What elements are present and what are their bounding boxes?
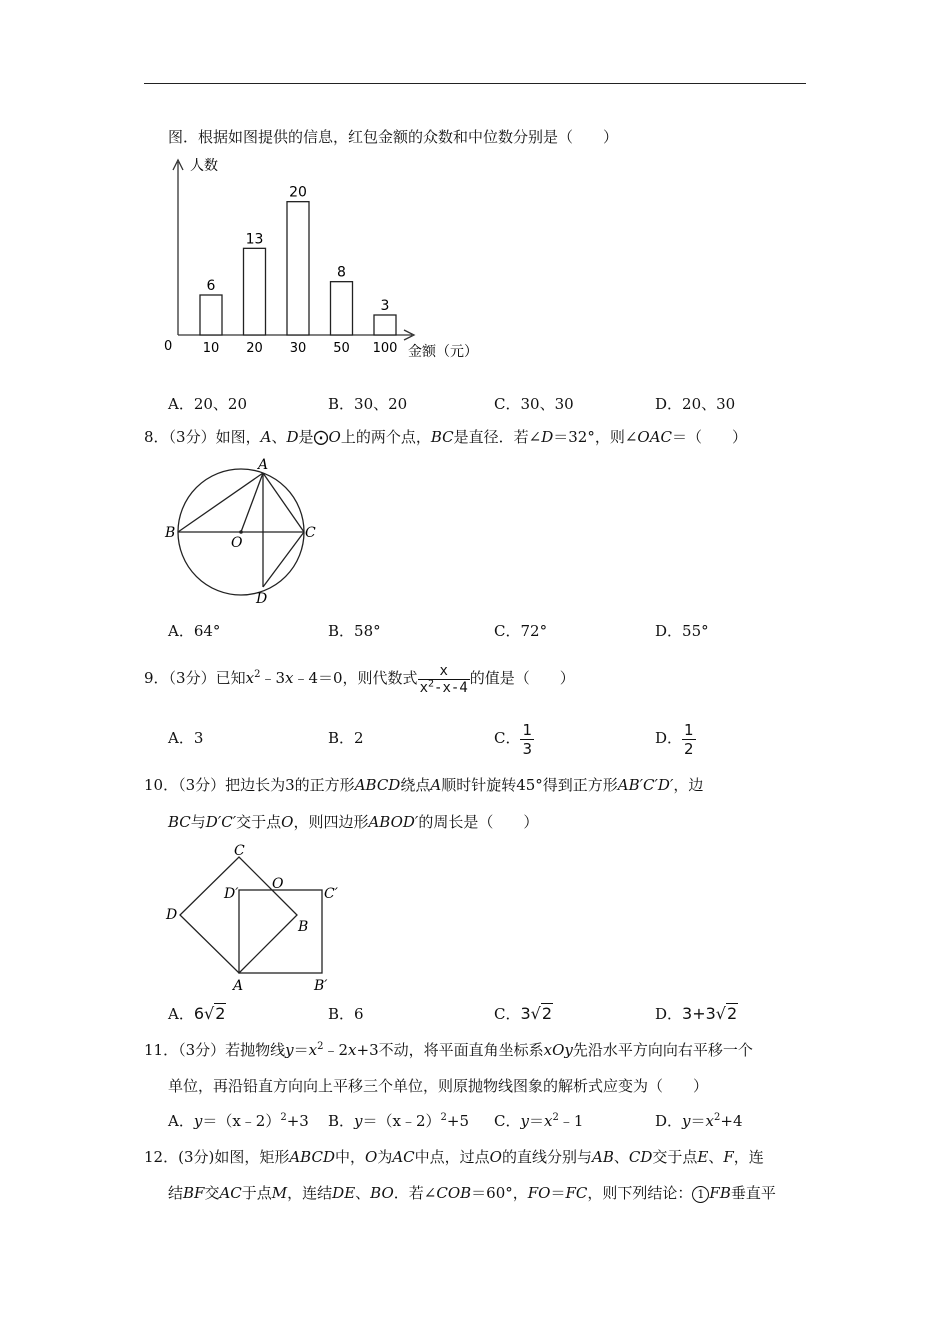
segment-ab (178, 473, 263, 532)
opt-var: y (682, 1112, 691, 1130)
opt-var: y (354, 1112, 363, 1130)
opt-fraction (520, 721, 534, 758)
label-c: C (234, 843, 245, 859)
q10-option-d (655, 1004, 738, 1024)
q9-fraction (418, 663, 470, 696)
q12-line2 (168, 1183, 776, 1203)
q7-option-c: C．30、30 (494, 395, 574, 413)
q9-text: ﹣4＝0，则代数式 (293, 669, 418, 687)
q9-option-b (328, 728, 364, 748)
q11-var: y (285, 1041, 294, 1059)
opt-exp: 2 (440, 1112, 447, 1123)
q12-text: ＝60°， (471, 1184, 528, 1202)
q12-var: AB (591, 1148, 614, 1166)
q12-text: 的直线分别与 (501, 1148, 592, 1166)
q9-exp: 2 (254, 669, 261, 680)
opt-value: 2 (354, 729, 364, 747)
rad-value: 2 (727, 1004, 738, 1023)
q9-frac-den (418, 677, 470, 696)
q10-var: ABOD′ (368, 813, 419, 831)
opt-text: ＝ (690, 1112, 706, 1130)
q12-var: FC (565, 1184, 588, 1202)
q11-option-a (168, 1111, 309, 1131)
x-axis-label: 金额（元） (408, 344, 478, 360)
label-d-prime: D′ (224, 886, 239, 902)
opt-label: B． (328, 729, 355, 747)
q12-text: 交 (204, 1184, 220, 1202)
q9-den-exp: 2 (428, 677, 435, 689)
x-tick-label: 100 (372, 341, 398, 356)
opt-radical: 3√2 (520, 1004, 553, 1023)
q8-score: （3分） (168, 428, 216, 446)
q9-den-x: x (419, 679, 428, 696)
rad-coef: 3+3 (682, 1004, 716, 1023)
q12-var: E (697, 1148, 709, 1166)
bar (287, 202, 309, 335)
q10-var: A (430, 776, 442, 794)
q12-text: (3分)如图，矩形 (178, 1148, 290, 1166)
rad-coef: 6 (193, 1004, 205, 1023)
label-b: B (298, 919, 309, 935)
label-a: A (258, 457, 269, 473)
q8-var: A (260, 428, 272, 446)
q11-option-d (655, 1111, 743, 1131)
q12-text: 、 (708, 1148, 724, 1166)
bar (200, 295, 222, 335)
q9-text: 的值是（ ） (469, 669, 575, 687)
q9-stem (144, 659, 575, 697)
q8-var: D (541, 428, 554, 446)
opt-label: A． (168, 1005, 194, 1023)
opt-text: +3 (286, 1112, 309, 1130)
bar-value-label: 13 (245, 231, 264, 248)
opt-var: y (193, 1112, 203, 1130)
opt-text: +4 (720, 1112, 743, 1130)
q11-text: +3不动，将平面直角坐标系 (356, 1041, 544, 1059)
q9-text: 已知 (215, 669, 246, 687)
q9-den-rest: -x-4 (434, 679, 468, 696)
q12-text: ，连结 (287, 1184, 333, 1202)
q8-var: BC (430, 428, 454, 446)
bar (374, 315, 396, 335)
q11-number: 11． (144, 1041, 179, 1059)
q7-stem: 图．根据如图提供的信息，红包金额的众数和中位数分别是（ ） (168, 128, 619, 146)
q12-text: 于点 (241, 1184, 272, 1202)
x-tick-label: 10 (202, 341, 220, 356)
q10-text: （3分）把边长为3的正方形 (178, 776, 355, 794)
q10-number: 10． (144, 776, 179, 794)
label-d: D (256, 591, 268, 607)
label-b: B (165, 525, 176, 541)
q8-text: ＝（ ） (672, 428, 748, 446)
q10-option-b (328, 1004, 364, 1024)
q10-text: ，边 (673, 776, 704, 794)
q11-exp: 2 (317, 1041, 324, 1052)
q12-var: FB (709, 1184, 731, 1202)
q8-text: 是⨀ (298, 428, 329, 446)
q8-var: O (328, 428, 341, 446)
q9-option-d (655, 716, 696, 760)
opt-label: D． (655, 1005, 683, 1023)
q12-var: CD (628, 1148, 653, 1166)
q11-var: x (308, 1041, 318, 1059)
opt-label: C． (494, 1112, 521, 1130)
opt-exp: 2 (714, 1112, 721, 1123)
q12-var: O (365, 1148, 378, 1166)
q9-var: x (245, 669, 255, 687)
q8-text: 如图， (215, 428, 261, 446)
bar-value-label: 3 (380, 298, 390, 314)
q12-text: 结 (168, 1184, 184, 1202)
q11-option-c (494, 1111, 583, 1131)
q12-var: COB (436, 1184, 472, 1202)
q12-var: BF (183, 1184, 205, 1202)
opt-value: 6 (354, 1005, 364, 1023)
opt-var: y (520, 1112, 529, 1130)
opt-label: C． (494, 729, 521, 747)
q8-number: 8． (144, 428, 169, 446)
q12-var: AC (392, 1148, 415, 1166)
y-axis-label: 人数 (190, 158, 218, 174)
q12-text: ＝ (550, 1184, 566, 1202)
opt-text: ＝（x﹣2） (202, 1112, 281, 1130)
q12-var: O (489, 1148, 502, 1166)
q8-var: OAC (637, 428, 672, 446)
q11-text: ﹣2 (323, 1041, 349, 1059)
q10-var: ABCD (354, 776, 401, 794)
q12-text: 为 (377, 1148, 393, 1166)
opt-exp: 2 (280, 1112, 287, 1123)
q11-text: （3分）若抛物线 (178, 1041, 286, 1059)
q10-text: 交于点 (236, 813, 282, 831)
opt-label: A． (168, 1112, 194, 1130)
q12-text: ．若∠ (393, 1184, 437, 1202)
opt-label: D． (655, 729, 683, 747)
opt-text: ﹣1 (558, 1112, 584, 1130)
q10-option-c (494, 1004, 553, 1024)
q7-option-d: D．20、30 (655, 395, 736, 413)
q10-text: 的周长是（ ） (418, 813, 539, 831)
q12-text: 中点，过点 (414, 1148, 490, 1166)
rad-coef: 3 (520, 1004, 531, 1023)
opt-radical: 3+3√2 (682, 1004, 738, 1023)
x-tick-label: 30 (289, 341, 307, 356)
square-rotation-figure (160, 838, 360, 998)
opt-value: 3 (193, 729, 204, 747)
q11-line2: 单位，再沿铅直方向向上平移三个单位，则原抛物线图象的解析式应变为（ ） (168, 1077, 709, 1095)
q12-var: F (723, 1148, 734, 1166)
q10-var: O (281, 813, 294, 831)
frac-den: 3 (522, 739, 533, 758)
label-d: D (166, 907, 178, 923)
x-tick-label: 20 (246, 341, 263, 356)
q12-var: DE (332, 1184, 356, 1202)
q8-text: 是直径．若∠ (453, 428, 542, 446)
q11-option-b (328, 1111, 469, 1131)
q10-text: 与 (190, 813, 206, 831)
q12-line1 (144, 1147, 764, 1167)
q8-text: ＝32°，则∠ (553, 428, 638, 446)
opt-label: A． (168, 729, 194, 747)
q9-frac-num: x (418, 663, 470, 680)
q11-text: ＝ (293, 1041, 309, 1059)
opt-label: D． (655, 1112, 683, 1130)
bar-chart (160, 150, 500, 365)
x-tick-label: 50 (333, 341, 350, 356)
q7-option-a: A．20、20 (168, 395, 248, 413)
bar (331, 282, 353, 335)
q8-option-d: D．55° (655, 622, 709, 640)
opt-var: x (543, 1112, 553, 1130)
q8-option-a: A．64° (168, 622, 221, 640)
opt-label: B． (328, 1112, 355, 1130)
q8-option-c: C．72° (494, 622, 548, 640)
q12-text: 交于点 (652, 1148, 698, 1166)
header-rule (144, 83, 806, 84)
label-c-prime: C′ (324, 886, 338, 902)
q11-line1 (144, 1040, 753, 1060)
q9-score: （3分） (168, 669, 216, 687)
label-a: A (233, 978, 244, 994)
opt-fraction (682, 721, 696, 758)
opt-radical: 6√2 (193, 1004, 226, 1023)
label-c: C (305, 525, 316, 541)
q12-var: FO (527, 1184, 551, 1202)
q12-var: BO (370, 1184, 394, 1202)
q9-text: ﹣3 (260, 669, 285, 687)
q10-text: 顺时针旋转45°得到正方形 (441, 776, 618, 794)
opt-label: B． (328, 1005, 355, 1023)
segment-ao (241, 473, 263, 532)
q12-text: 垂直平 (730, 1184, 776, 1202)
label-o: O (272, 876, 284, 892)
q8-option-b: B．58° (328, 622, 381, 640)
q12-var: M (271, 1184, 288, 1202)
q10-var: BC (168, 813, 191, 831)
opt-exp: 2 (552, 1112, 559, 1123)
bar (244, 248, 266, 335)
opt-text: +5 (446, 1112, 470, 1130)
q12-text: 、 (355, 1184, 371, 1202)
q11-text: 先沿水平方向向右平移一个 (572, 1041, 753, 1059)
q10-option-a (168, 1004, 226, 1024)
q8-stem (144, 427, 747, 447)
bar-value-label: 6 (206, 278, 216, 294)
q10-text: 绕点 (400, 776, 431, 794)
rad-value: 2 (541, 1004, 553, 1023)
center-point (239, 530, 243, 534)
q8-var: D (286, 428, 299, 446)
q9-var: x (285, 669, 294, 687)
q12-text: 、 (613, 1148, 629, 1166)
q10-line1 (144, 775, 703, 795)
bar-value-label: 20 (289, 184, 307, 201)
segment-ac (263, 473, 304, 532)
q10-var: D′C′ (205, 813, 237, 831)
q12-text: ，连 (733, 1148, 764, 1166)
q12-var: ABCD (289, 1148, 335, 1166)
frac-den: 2 (684, 739, 694, 758)
label-b-prime: B′ (314, 978, 328, 994)
q10-text: ，则四边形 (293, 813, 369, 831)
bar-value-label: 8 (337, 264, 346, 281)
q10-var: AB′C′D′ (617, 776, 674, 794)
frac-num: 1 (684, 720, 694, 739)
opt-var: x (705, 1112, 714, 1130)
q10-line2 (168, 812, 538, 832)
frac-num: 1 (522, 720, 533, 739)
q12-text: 中， (334, 1148, 365, 1166)
circled-number: 1 (692, 1186, 709, 1203)
q7-option-b: B．30、20 (328, 395, 408, 413)
q8-text: 上的两个点， (340, 428, 431, 446)
q9-option-c (494, 716, 534, 760)
opt-label: C． (494, 1005, 521, 1023)
q12-var: AC (219, 1184, 242, 1202)
opt-text: ＝ (528, 1112, 544, 1130)
label-o: O (231, 535, 243, 551)
q12-number: 12． (144, 1148, 179, 1166)
opt-text: ＝（x﹣2） (362, 1112, 441, 1130)
q11-var: x (348, 1041, 357, 1059)
q12-text: ，则下列结论： (587, 1184, 693, 1202)
origin-label: 0 (164, 339, 173, 354)
q8-text: 、 (271, 428, 287, 446)
q9-option-a (168, 728, 203, 748)
q11-var: xOy (543, 1041, 573, 1059)
rad-value: 2 (215, 1004, 226, 1023)
circle-figure (160, 455, 320, 607)
q9-number: 9． (144, 669, 169, 687)
